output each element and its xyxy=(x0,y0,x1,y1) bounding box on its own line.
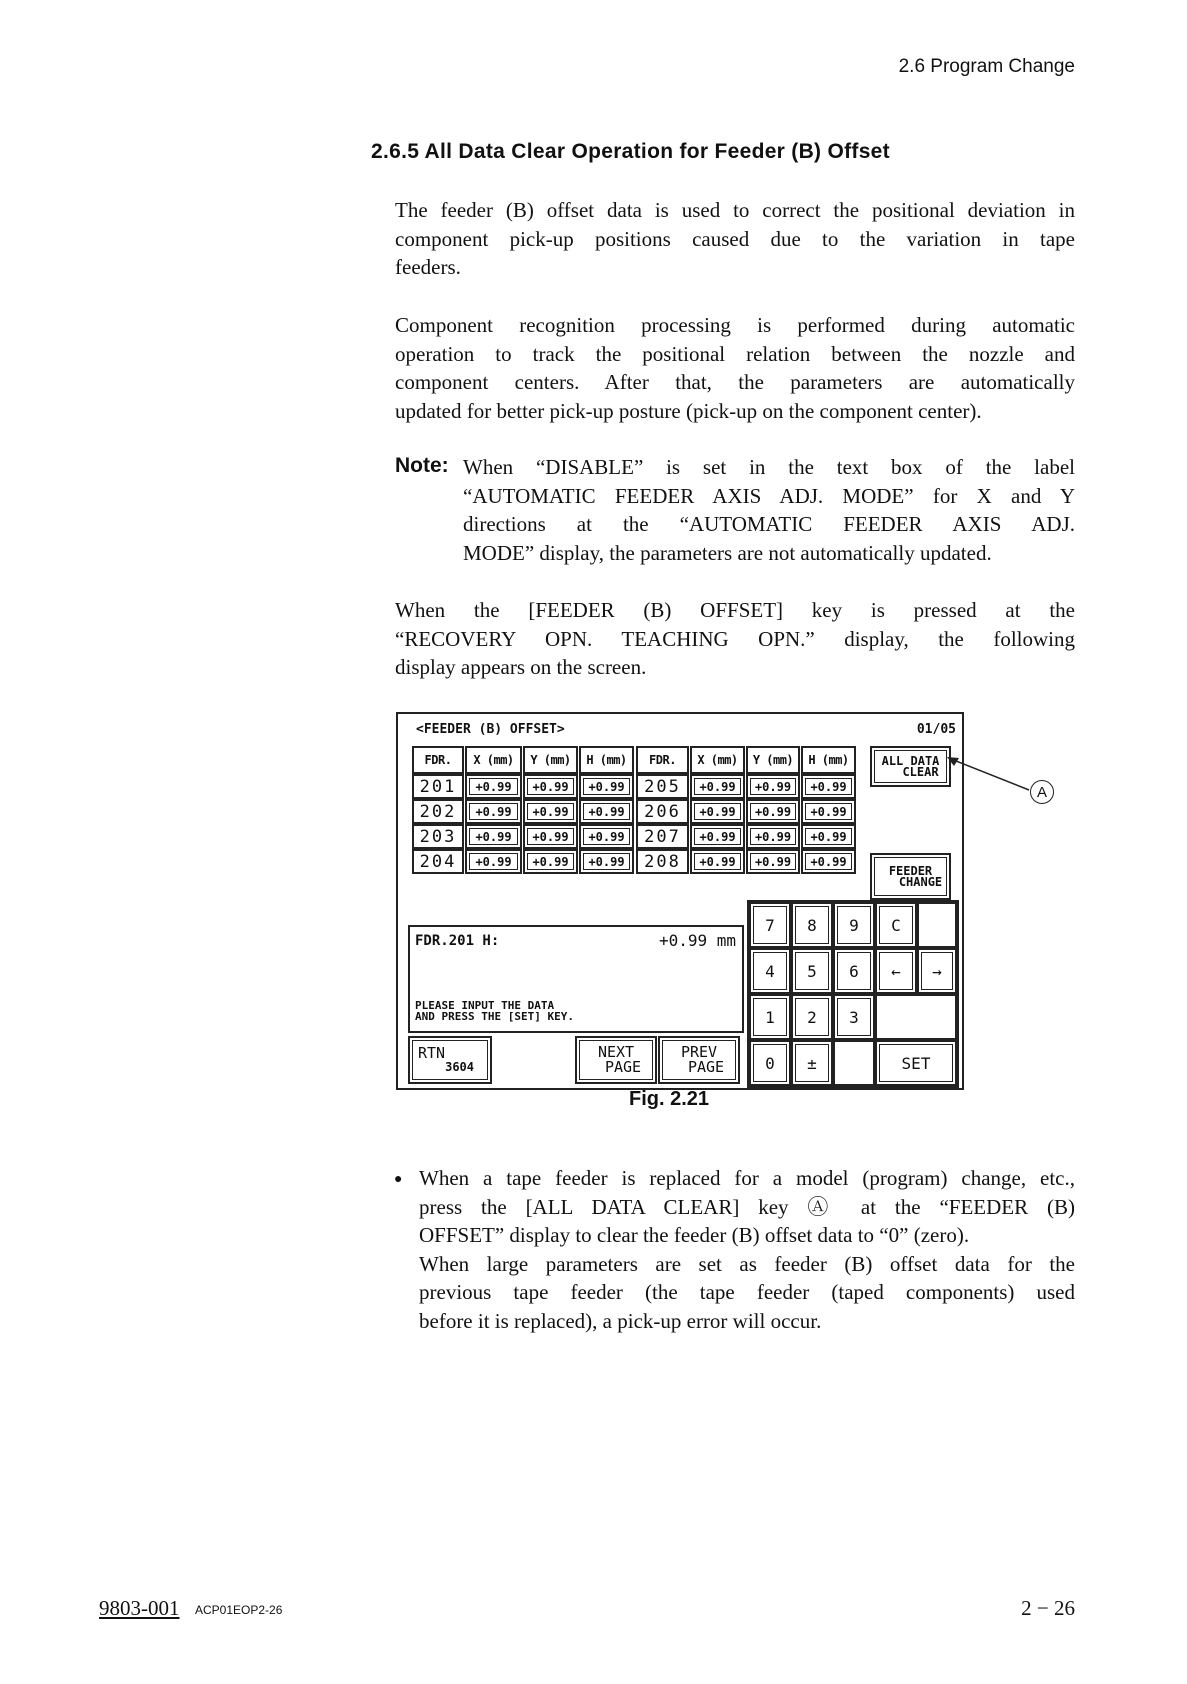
text-line: OFFSET” display to clear the feeder (B) offset data to “0” (zero). xyxy=(419,1223,970,1247)
offset-value-field[interactable]: +0.99 xyxy=(465,824,522,849)
offset-value-field[interactable]: +0.99 xyxy=(690,799,745,824)
prompt-line: AND PRESS THE [SET] KEY. xyxy=(415,1010,574,1023)
page-number: 2 − 26 xyxy=(1021,1596,1075,1620)
column-header: X (mm) xyxy=(465,746,522,774)
column-header: Y (mm) xyxy=(523,746,578,774)
column-header: FDR. xyxy=(636,746,689,774)
offset-value-field[interactable]: +0.99 xyxy=(690,849,745,874)
text-line: When “DISABLE” is set in the text box of the label xyxy=(463,455,1075,479)
offset-value-field[interactable]: +0.99 xyxy=(523,774,578,799)
paragraph-1 xyxy=(395,196,1075,282)
feeder-number: 205 xyxy=(636,774,689,799)
key-0[interactable]: 0 xyxy=(749,1040,791,1086)
button-label: NEXT xyxy=(597,1043,635,1061)
text-line: Component recognition processing is performed during automatic xyxy=(395,313,1075,337)
offset-value-field[interactable]: +0.99 xyxy=(801,824,856,849)
message-prompt xyxy=(415,1000,574,1022)
text-line: operation to track the positional relation between the nozzle and xyxy=(395,341,1075,366)
offset-value-field[interactable]: +0.99 xyxy=(523,824,578,849)
feeder-number: 204 xyxy=(412,849,464,874)
column-header: X (mm) xyxy=(690,746,745,774)
feeder-offset-screen xyxy=(396,712,964,1090)
text-line: feeders. xyxy=(395,255,461,279)
offset-value-field[interactable]: +0.99 xyxy=(746,849,800,874)
next-page-button[interactable] xyxy=(575,1036,657,1084)
prompt-line: PLEASE INPUT THE DATA xyxy=(415,999,555,1012)
offset-value-field[interactable]: +0.99 xyxy=(465,799,522,824)
button-label: PAGE xyxy=(604,1058,642,1076)
offset-value-field[interactable]: +0.99 xyxy=(579,799,634,824)
button-label: CLEAR xyxy=(902,764,939,779)
left-arrow-key[interactable]: ← xyxy=(875,948,917,994)
offset-value-field[interactable]: +0.99 xyxy=(801,799,856,824)
text-line: previous tape feeder (the tape feeder (taped components) used xyxy=(419,1280,1075,1304)
key-blank xyxy=(875,994,957,1040)
text-line: press the [ALL DATA CLEAR] key Ⓐ at the “FEEDER (B) xyxy=(419,1194,1075,1219)
text-line: component centers. After that, the parameters are automatically xyxy=(395,370,1075,394)
text-line: display appears on the screen. xyxy=(395,655,647,679)
column-header: H (mm) xyxy=(579,746,634,774)
key-blank xyxy=(917,902,957,948)
button-label: FEEDER xyxy=(888,863,933,878)
key-1[interactable]: 1 xyxy=(749,994,791,1040)
column-header: Y (mm) xyxy=(746,746,800,774)
key-5[interactable]: 5 xyxy=(791,948,833,994)
section-heading: 2.6.5 All Data Clear Operation for Feeder (B) Offset xyxy=(371,140,890,163)
offset-value-field[interactable]: +0.99 xyxy=(523,799,578,824)
note-text xyxy=(463,453,1075,567)
message-box xyxy=(408,925,744,1033)
screen-title: <FEEDER (B) OFFSET> xyxy=(416,722,565,737)
button-label: PREV xyxy=(680,1043,718,1061)
keypad xyxy=(747,900,959,1088)
text-line: directions at the “AUTOMATIC FEEDER AXIS ADJ. xyxy=(463,512,1075,536)
key-clear[interactable]: C xyxy=(875,902,917,948)
offset-value-field[interactable]: +0.99 xyxy=(579,849,634,874)
note-label: Note: xyxy=(395,454,449,477)
field-value[interactable]: +0.99 mm xyxy=(658,931,736,950)
offset-value-field[interactable]: +0.99 xyxy=(690,824,745,849)
document-number: 9803-001 xyxy=(99,1596,180,1620)
return-button[interactable] xyxy=(408,1036,492,1084)
all-data-clear-button[interactable] xyxy=(870,746,951,787)
key-7[interactable]: 7 xyxy=(749,902,791,948)
offset-value-field[interactable]: +0.99 xyxy=(746,799,800,824)
text-line: The feeder (B) offset data is used to correct the positional deviation in xyxy=(395,198,1075,222)
button-label: PAGE xyxy=(687,1058,725,1076)
text-line: before it is replaced), a pick-up error will occur. xyxy=(419,1308,822,1333)
right-arrow-key[interactable]: → xyxy=(917,948,957,994)
text-line: MODE” display, the parameters are not automatically updated. xyxy=(463,540,992,565)
button-label: CHANGE xyxy=(898,874,943,889)
feeder-change-button[interactable] xyxy=(870,853,951,900)
key-blank xyxy=(833,1040,875,1086)
screen-code: 3604 xyxy=(445,1060,474,1074)
text-line: “AUTOMATIC FEEDER AXIS ADJ. MODE” for X and Y xyxy=(463,483,1075,508)
prev-page-button[interactable] xyxy=(658,1036,740,1084)
feeder-number: 207 xyxy=(636,824,689,849)
key-4[interactable]: 4 xyxy=(749,948,791,994)
button-label: RTN xyxy=(418,1044,446,1062)
text-line: “RECOVERY OPN. TEACHING OPN.” display, the following xyxy=(395,626,1075,651)
column-header: FDR. xyxy=(412,746,464,774)
offset-value-field[interactable]: +0.99 xyxy=(746,824,800,849)
feeder-number: 203 xyxy=(412,824,464,849)
key-3[interactable]: 3 xyxy=(833,994,875,1040)
paragraph-3 xyxy=(395,596,1075,682)
feeder-number: 201 xyxy=(412,774,464,799)
offset-value-field[interactable]: +0.99 xyxy=(801,849,856,874)
bullet-paragraph xyxy=(419,1164,1075,1335)
column-header: H (mm) xyxy=(801,746,856,774)
feeder-number: 206 xyxy=(636,799,689,824)
offset-value-field[interactable]: +0.99 xyxy=(465,849,522,874)
page-indicator: 01/05 xyxy=(916,722,956,737)
text-line: When the [FEEDER (B) OFFSET] key is pressed at the xyxy=(395,598,1075,622)
key-2[interactable]: 2 xyxy=(791,994,833,1040)
feeder-number: 208 xyxy=(636,849,689,874)
document-code: ACP01EOP2-26 xyxy=(195,1603,283,1617)
offset-value-field[interactable]: +0.99 xyxy=(465,774,522,799)
button-label: ALL DATA xyxy=(881,753,940,768)
text-line: When large parameters are set as feeder (B) offset data for the xyxy=(419,1251,1075,1276)
offset-value-field[interactable]: +0.99 xyxy=(690,774,745,799)
figure-caption: Fig. 2.21 xyxy=(628,1088,710,1110)
text-line: When a tape feeder is replaced for a model (program) change, etc., xyxy=(419,1166,1075,1190)
key-9[interactable]: 9 xyxy=(833,902,875,948)
text-line: component pick-up positions caused due to the variation in tape xyxy=(395,226,1075,251)
offset-value-field[interactable]: +0.99 xyxy=(579,824,634,849)
set-key[interactable]: SET xyxy=(875,1040,957,1086)
plus-minus-key[interactable]: ± xyxy=(791,1040,833,1086)
offset-value-field[interactable]: +0.99 xyxy=(579,774,634,799)
feeder-number: 202 xyxy=(412,799,464,824)
text-line: updated for better pick-up posture (pick-up on the component center). xyxy=(395,398,982,423)
key-6[interactable]: 6 xyxy=(833,948,875,994)
offset-value-field[interactable]: +0.99 xyxy=(523,849,578,874)
key-8[interactable]: 8 xyxy=(791,902,833,948)
bullet-icon: ● xyxy=(394,1172,403,1187)
callout-a-marker: A xyxy=(1030,780,1054,804)
paragraph-2 xyxy=(395,311,1075,425)
offset-value-field[interactable]: +0.99 xyxy=(746,774,800,799)
field-label: FDR.201 H: xyxy=(415,933,500,949)
section-header: 2.6 Program Change xyxy=(898,56,1075,77)
offset-value-field[interactable]: +0.99 xyxy=(801,774,856,799)
